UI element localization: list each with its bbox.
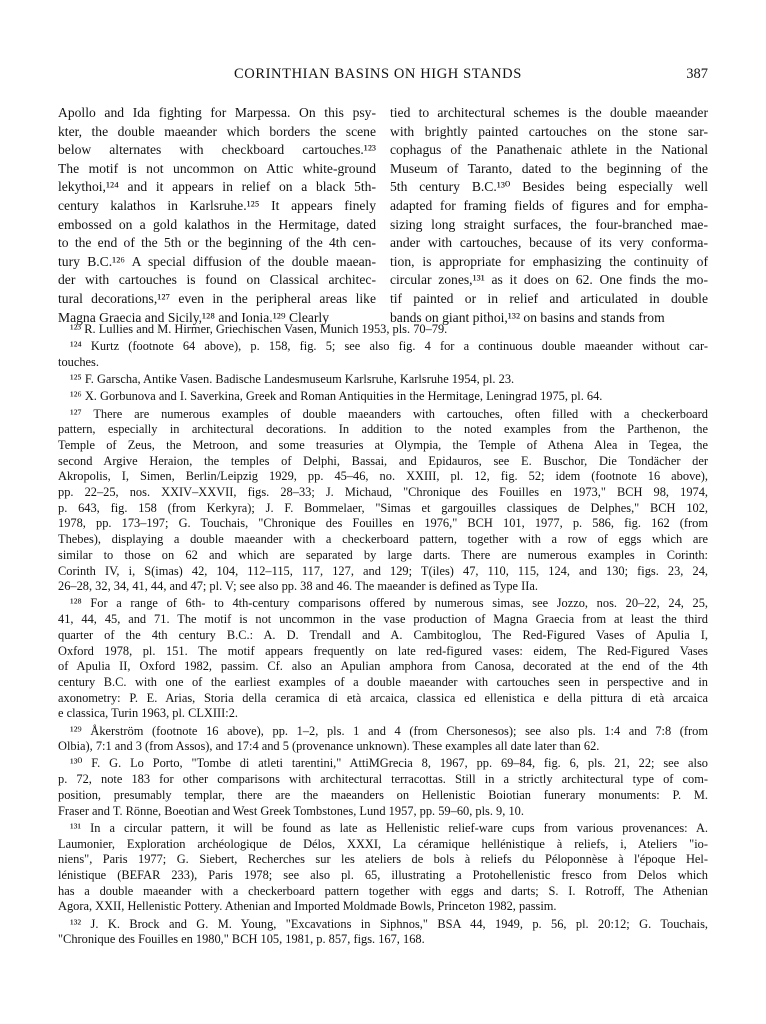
footnote-line: ¹²³ R. Lullies and M. Hirmer, Griechischen Vasen, Munich 1953, pls. 70–79. (70, 322, 448, 336)
footnote-line: century B.C. with one of the earliest examples of a double maeander with cartouches seen in perspective and in (58, 674, 708, 689)
footnote-line: ¹²⁹ Åkerström (footnote 16 above), pp. 1–2, pls. 1 and 4 (from Chersonesos); see also pls. 1:4 and 7:8 (from (70, 723, 708, 738)
body-text-line: to the end of the 5th or the beginning of the 4th cen- (58, 235, 376, 251)
footnote-line: Agora, XXII, Hellenistic Pottery. Athenian and Imported Moldmade Bowls, Princeton 1982, passim. (58, 899, 557, 914)
footnote-line: 26–28, 32, 34, 41, 44, and 47; pl. V; see also pp. 38 and 46. The maeander is defined as Type IIa. (58, 579, 538, 594)
footnote-line: Olbia), 7:1 and 3 (from Assos), and 17:4 and 5 (provenance unknown). These examples all date later than 62. (58, 739, 600, 754)
body-column-left (58, 104, 376, 327)
body-text-line: tural decorations,¹²⁷ even in the peripheral areas like (58, 290, 376, 306)
footnote (58, 389, 708, 405)
body-text-line: The motif is not uncommon on Attic white-ground (58, 160, 376, 176)
footnote-line: e classica, Turin 1963, pl. CLXIII:2. (58, 706, 238, 721)
footnote (58, 372, 708, 388)
body-text-line: with brightly painted cartouches on the stone sar- (390, 123, 708, 139)
footnote-line: Fraser and T. Rönne, Boeotian and West Greek Tombstones, Lund 1957, pp. 59–60, pls. 9, 10. (58, 803, 524, 818)
footnote-line: position, presumably templar, there are the maeanders on Hellenistic Boiotian funerary monuments: P. M. (58, 787, 708, 802)
footnote-line: Laumonier, Exploration archéologique de Délos, XXXI, La céramique hellénistique à reliefs, i, Ateliers "io- (58, 836, 708, 851)
footnote (58, 821, 708, 915)
footnote-line: pattern, especially in architectural decorations. In addition to the noted examples from the Parthenon, the (58, 422, 708, 437)
body-text-line: circular zones,¹³¹ as it does on 62. One finds the mo- (390, 272, 708, 288)
footnote-line: lénistique (BEFAR 233), Paris 1978; see also pl. 65, illustrating a Protohellenistic fresco from Delos which (58, 867, 708, 882)
footnote-line: of Apulia II, Oxford 1982, passim. Cf. also an Apulian amphora from Canosa, decorated at the end of the 4th (58, 659, 708, 674)
page-header (58, 66, 708, 86)
footnote-line: Akropolis, I, Simen, Berlin/Leipzig 1929, pp. 45–46, no. XXIII, pl. 12, fig. 52; idem (footnote 16 above), (58, 469, 708, 484)
footnote-line: ¹²⁴ Kurtz (footnote 64 above), p. 158, fig. 5; see also fig. 4 for a continuous double maeander without car- (70, 339, 708, 354)
body-text-line: century kalathos in Karlsruhe.¹²⁵ It appears finely (58, 197, 376, 213)
body-column-right (390, 104, 708, 327)
footnote-line: quarter of the 4th century B.C.: A. D. Trendall and A. Cambitoglou, The Red-Figured Vases of Apulia I, (58, 627, 708, 642)
footnote-line: 41, 44, 45, and 71. The motif is not uncommon in the vase production of Magna Graecia from at least the third (58, 612, 708, 627)
footnote-line: ¹²⁸ For a range of 6th- to 4th-century comparisons offered by numerous simas, see Jozzo, nos. 20–22, 24, 25, (70, 596, 708, 611)
body-text-line: below alternates with checkboard cartouches.¹²³ (58, 142, 376, 158)
body-text-line: der with cartouches is found on Classical architec- (58, 272, 376, 288)
footnote-line: ¹³² J. K. Brock and G. M. Young, "Excavations in Siphnos," BSA 44, 1949, p. 56, pl. 20:12; G. Touchais, (70, 916, 708, 931)
footnote-line: ¹²⁵ F. Garscha, Antike Vasen. Badische Landesmuseum Karlsruhe, Karlsruhe 1954, pl. 23. (70, 372, 515, 387)
footnote-line: similar to those on 62 and which are separated by large darts. There are numerous examples in Corinth: (58, 547, 708, 562)
footnote-line: ¹³¹ In a circular pattern, it will be found as late as Hellenistic relief-ware cups from various provenances: A. (70, 820, 708, 835)
body-text-line: lekythoi,¹²⁴ and it appears in relief on a black 5th- (58, 179, 376, 195)
body-text-line: tury B.C.¹²⁶ A special diffusion of the double maean- (58, 253, 376, 269)
body-text-line: tion, is appropriate for emphasizing the continuity of (390, 253, 708, 269)
footnote (58, 322, 708, 338)
footnote (58, 917, 708, 948)
footnote-line: second Argive Heraion, the temples of Delphi, Bassai, and Epidauros, see E. Buschor, Die Tondächer der (58, 453, 708, 468)
footnote-line: ¹²⁶ X. Gorbunova and I. Saverkina, Greek and Roman Antiquities in the Hermitage, Leningrad 1975, pl. 64. (70, 389, 603, 404)
body-text-line: sizing long straight surfaces, the four-branched mae- (390, 216, 708, 232)
footnote-line: ¹²⁷ There are numerous examples of double maeanders with cartouches, often filled with a checkerboard (70, 406, 708, 421)
body-text-line: 5th century B.C.¹³⁰ Besides being especially well (390, 179, 708, 195)
footnote (58, 407, 708, 595)
footnote-line: ¹³⁰ F. G. Lo Porto, "Tombe di atleti tarentini," AttiMGrecia 8, 1967, pp. 69–84, fig. 6, pls. 21, 22; see also (70, 756, 708, 771)
footnote-line: niens", Paris 1977; G. Siebert, Recherches sur les ateliers de bols à reliefs du Péloponnèse à l'époque Hel- (58, 852, 708, 867)
footnote (58, 339, 708, 370)
footnote-line: "Chronique des Fouilles en 1980," BCH 105, 1981, p. 857, figs. 167, 168. (58, 932, 425, 947)
footnote-line: 1978, pp. 173–197; G. Touchais, "Chronique des Fouilles en 1976," BCH 101, 1977, p. 586, fig. 162 (from (58, 516, 708, 531)
body-text-line: Apollo and Ida fighting for Marpessa. On this psy- (58, 105, 376, 120)
footnote (58, 724, 708, 755)
footnote-line: p. 72, note 183 for other comparisons with architectural terracottas. Still in a strictly architectural type of com- (58, 772, 708, 787)
body-text-line: cophagus of the Panathenaic athlete in the National (390, 142, 708, 158)
footnote-line: Oxford 1978, pl. 151. The motif appears frequently on late red-figured vases: eidem, The Red-Figured Vases (58, 643, 708, 658)
body-text-line: bands on giant pithoi,¹³² on basins and stands from (390, 309, 665, 325)
body-text-line: Magna Graecia and Sicily,¹²⁸ and Ionia.¹²⁹ Clearly (58, 309, 330, 325)
footnote (58, 596, 708, 722)
footnote-line: axonometry: P. E. Arias, Storia della ceramica di età arcaica, classica ed ellenistica e della pittura di età arcaica (58, 690, 708, 705)
body-text-line: adapted for framing fields of figures and for empha- (390, 197, 708, 213)
footnote-line: pp. 22–25, nos. XXIV–XXVII, figs. 28–33; J. Michaud, "Chronique des Fouilles en 1973," BCH 98, 1974, (58, 485, 708, 500)
body-text-line: tif painted or in relief and articulated in double (390, 290, 708, 306)
running-title: CORINTHIAN BASINS ON HIGH STANDS (234, 66, 522, 82)
footnote-line: touches. (58, 354, 99, 369)
body-text-line: kter, the double maeander which borders the scene (58, 123, 376, 139)
footnote-line: Thebes), displaying a double maeander with a checkerboard pattern, together with a row of eggs which are (58, 532, 708, 547)
footnote-line: Corinth IV, i, S(imas) 42, 104, 112–115, 117, 127, and 129; T(iles) 47, 110, 115, 124, and 130; figs. 23, 24, (58, 563, 708, 578)
footnote (58, 756, 708, 819)
body-text-line: ander with cartouches, because of its very conforma- (390, 235, 708, 251)
footnote-line: Temple of Zeus, the Metroon, and some treasuries at Olympia, the Temple of Athena Alea in Tegea, the (58, 437, 708, 452)
footnotes (58, 322, 708, 949)
footnote-line: p. 643, fig. 158 (from Kerkyra); J. F. Bommelaer, "Simas et gargouilles classiques de Delphes," BCH 102, (58, 500, 708, 515)
body-text-line: tied to architectural schemes is the double maeander (390, 105, 708, 120)
footnote-line: has a double maeander with a checkerboard pattern together with eggs and darts; S. I. Rotroff, The Athenian (58, 883, 708, 898)
body-text-line: Museum of Taranto, dated to the beginning of the (390, 160, 708, 176)
page-number: 387 (686, 66, 708, 82)
body-text-line: embossed on a gold kalathos in the Hermitage, dated (58, 216, 376, 232)
